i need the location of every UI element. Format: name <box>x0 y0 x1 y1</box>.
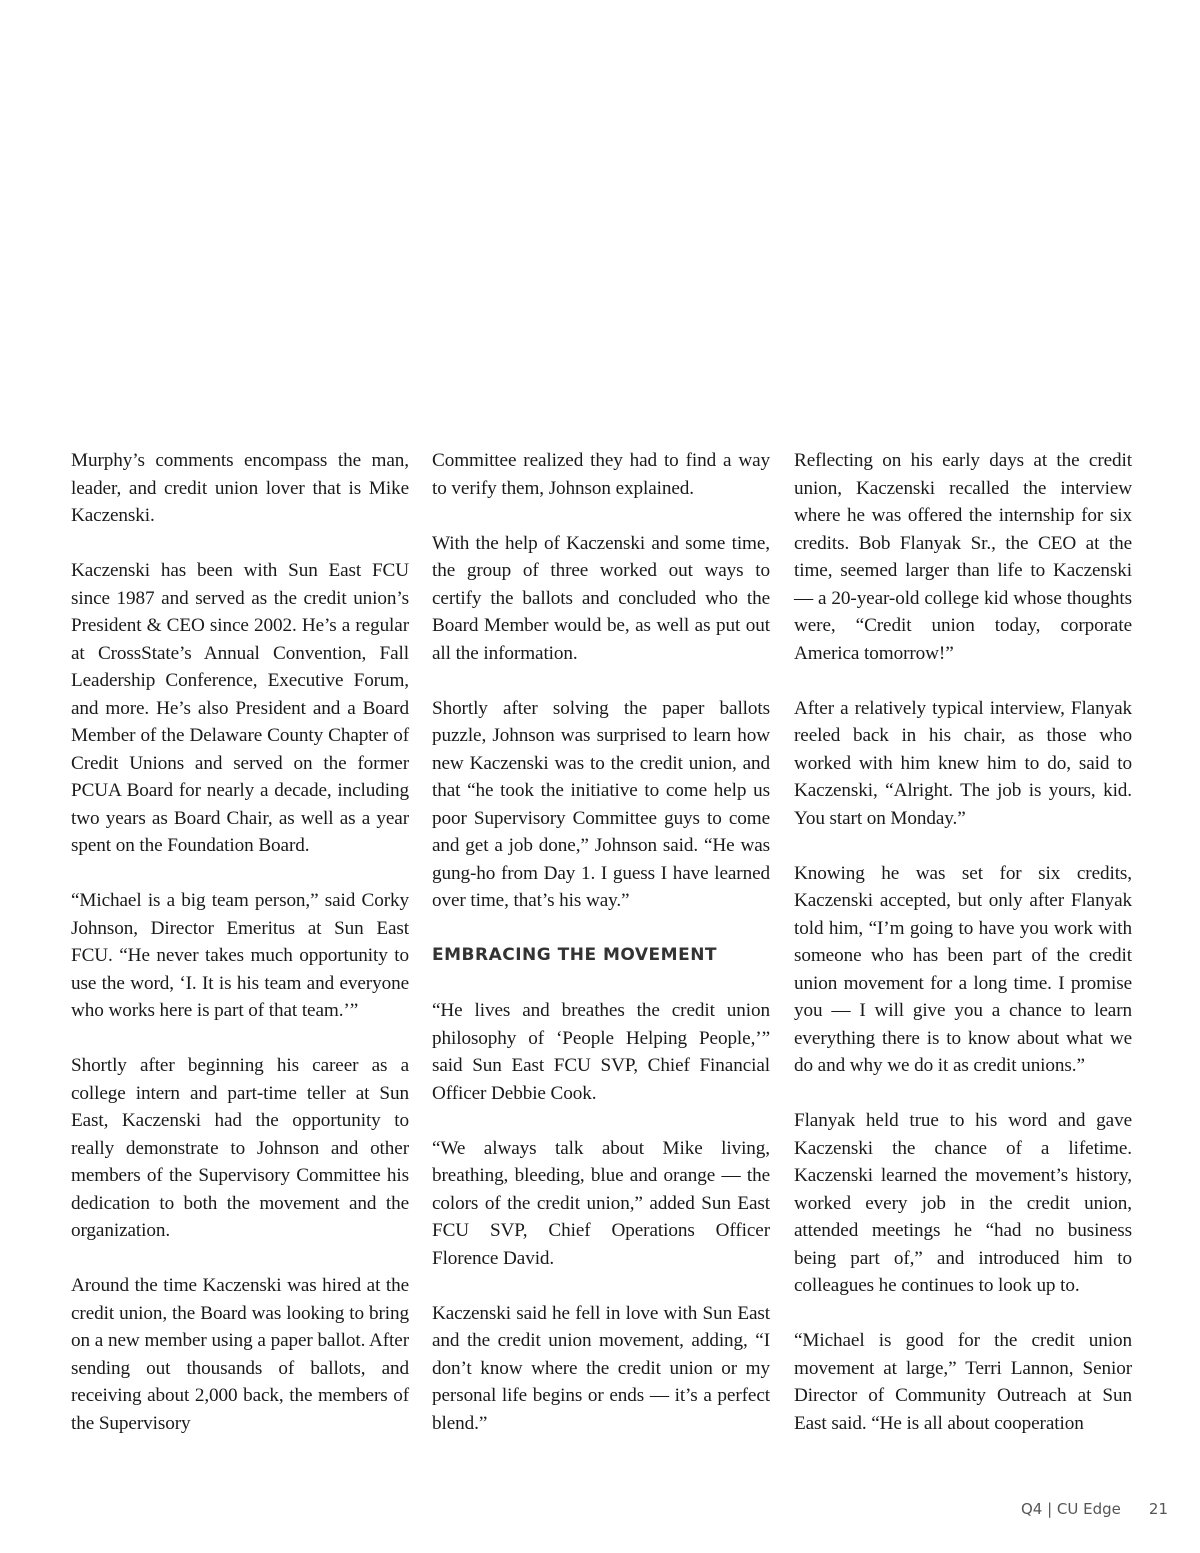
paragraph: Murphy’s comments encompass the man, leader, and credit union lover that is Mike Kaczenski. <box>71 450 409 526</box>
paragraph: “Michael is a big team person,” said Corky Johnson, Director Emeritus at Sun East FCU. “He never takes much opportunity to use the word, ‘I. It is his team and everyone who works here is part of that team.’” <box>71 890 409 1021</box>
article-column-3 <box>794 447 1132 1465</box>
paragraph: “We always talk about Mike living, breathing, bleeding, blue and orange — the colors of the credit union,” added Sun East FCU SVP, Chief Operations Officer Florence David. <box>432 1137 770 1269</box>
publication-name: Q4 | CU Edge <box>1020 1500 1121 1518</box>
paragraph: Kaczenski has been with Sun East FCU since 1987 and served as the credit union’s President & CEO since 2002. He’s a regular at CrossState’s Annual Convention, Fall Leadership Conference, Executive Forum, and more. He’s also President and a Board Member of the Delaware County Chapter of Credit Unions and served on the former PCUA Board for nearly a decade, including two years as Board Chair, as well as a year spent on the Foundation Board. <box>71 560 409 856</box>
article-column-2 <box>432 447 770 1465</box>
section-heading: EMBRACING THE MOVEMENT <box>432 945 718 965</box>
paragraph: Around the time Kaczenski was hired at the credit union, the Board was looking to bring on a new member using a paper ballot. After sending out thousands of ballots, and receiving about 2,000 back, the members of the Supervisory <box>71 1275 409 1434</box>
paragraph: “Michael is good for the credit union movement at large,” Terri Lannon, Senior Director of Community Outreach at Sun East said. “He is all about cooperation <box>794 1330 1132 1434</box>
paragraph: After a relatively typical interview, Flanyak reeled back in his chair, as those who worked with him knew him to do, said to Kaczenski, “Alright. The job is yours, kid. You start on Monday.” <box>794 697 1132 829</box>
paragraph: Committee realized they had to find a way to verify them, Johnson explained. <box>432 450 770 499</box>
article-column-1 <box>71 447 409 1465</box>
paragraph: “He lives and breathes the credit union philosophy of ‘People Helping People,’” said Sun East FCU SVP, Chief Financial Officer Debbie Cook. <box>432 1000 770 1104</box>
paragraph: Knowing he was set for six credits, Kaczenski accepted, but only after Flanyak told him, “I’m going to have you work with someone who has been part of the credit union movement for a long time. I promise you — I will give you a chance to learn everything there is to know about what we do and why we do it as credit unions.” <box>794 862 1132 1076</box>
paragraph: Reflecting on his early days at the credit union, Kaczenski recalled the interview where he was offered the internship for six credits. Bob Flanyak Sr., the CEO at the time, seemed larger than life to Kaczenski — a 20-year-old college kid whose thoughts were, “Credit union today, corporate America tomorrow!” <box>794 450 1132 664</box>
paragraph: Shortly after beginning his career as a college intern and part-time teller at Sun East, Kaczenski had the opportunity to really demonstrate to Johnson and other members of the Supervisory Committee his dedication to both the movement and the organization. <box>71 1055 409 1241</box>
paragraph: With the help of Kaczenski and some time, the group of three worked out ways to certify the ballots and concluded who the Board Member would be, as well as put out all the information. <box>432 532 770 664</box>
paragraph: Kaczenski said he fell in love with Sun East and the credit union movement, adding, “I don’t know where the credit union or my personal life begins or ends — it’s a perfect blend.” <box>432 1302 770 1434</box>
page-footer <box>1021 1498 1168 1520</box>
page-number: 21 <box>1148 1500 1168 1518</box>
paragraph: Shortly after solving the paper ballots puzzle, Johnson was surprised to learn how new Kaczenski was to the credit union, and that “he took the initiative to come help us poor Supervisory Committee guys to come and get a job done,” Johnson said. “He was gung-ho from Day 1. I guess I have learned over time, that’s his way.” <box>432 697 770 911</box>
paragraph: Flanyak held true to his word and gave Kaczenski the chance of a lifetime. Kaczenski learned the movement’s history, worked every job in the credit union, attended meetings he “had no business being part of,” and introduced him to colleagues he continues to look up to. <box>794 1110 1132 1296</box>
